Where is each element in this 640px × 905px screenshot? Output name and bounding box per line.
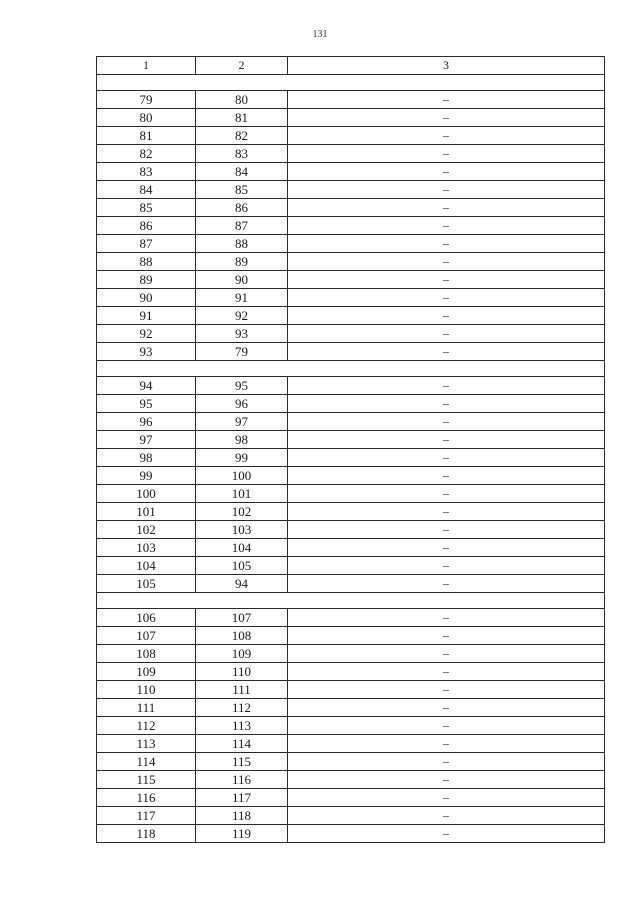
page-number: 131 bbox=[312, 29, 328, 40]
table-cell-col2: 108 bbox=[196, 627, 288, 645]
table-cell-col2: 117 bbox=[196, 789, 288, 807]
table-cell-col1: 88 bbox=[97, 253, 196, 271]
table-cell-col1: 102 bbox=[97, 521, 196, 539]
table-cell-col2: 115 bbox=[196, 753, 288, 771]
table-cell-col2: 82 bbox=[196, 127, 288, 145]
table-cell-col2: 80 bbox=[196, 91, 288, 109]
table-cell-col3: – bbox=[288, 627, 605, 645]
table-cell-col3: – bbox=[288, 395, 605, 413]
table-row bbox=[97, 413, 605, 431]
table-row bbox=[97, 395, 605, 413]
table-row bbox=[97, 575, 605, 593]
table-cell-col1: 95 bbox=[97, 395, 196, 413]
table-cell-col3: – bbox=[288, 289, 605, 307]
table-cell-col1: 85 bbox=[97, 199, 196, 217]
table-cell-col3: – bbox=[288, 325, 605, 343]
table-row bbox=[97, 235, 605, 253]
table-cell-col1: 84 bbox=[97, 181, 196, 199]
table-cell-col1: 101 bbox=[97, 503, 196, 521]
group-separator-cell bbox=[97, 593, 605, 609]
table-cell-col3: – bbox=[288, 521, 605, 539]
table-cell-col1: 105 bbox=[97, 575, 196, 593]
table-cell-col3: – bbox=[288, 575, 605, 593]
table-cell-col1: 79 bbox=[97, 91, 196, 109]
table-cell-col1: 87 bbox=[97, 235, 196, 253]
table-cell-col1: 118 bbox=[97, 825, 196, 843]
table-cell-col1: 113 bbox=[97, 735, 196, 753]
table-cell-col1: 111 bbox=[97, 699, 196, 717]
table-cell-col3: – bbox=[288, 539, 605, 557]
table-cell-col2: 93 bbox=[196, 325, 288, 343]
table-row bbox=[97, 735, 605, 753]
group-separator-row bbox=[97, 593, 605, 609]
table-row bbox=[97, 663, 605, 681]
table-cell-col1: 91 bbox=[97, 307, 196, 325]
table-cell-col2: 114 bbox=[196, 735, 288, 753]
table-cell-col2: 109 bbox=[196, 645, 288, 663]
table-cell-col2: 79 bbox=[196, 343, 288, 361]
table-row bbox=[97, 145, 605, 163]
table-cell-col1: 86 bbox=[97, 217, 196, 235]
table-cell-col1: 106 bbox=[97, 609, 196, 627]
table-cell-col1: 114 bbox=[97, 753, 196, 771]
table-cell-col2: 84 bbox=[196, 163, 288, 181]
table-row bbox=[97, 717, 605, 735]
table-cell-col2: 89 bbox=[196, 253, 288, 271]
table-row bbox=[97, 271, 605, 289]
table-cell-col1: 117 bbox=[97, 807, 196, 825]
table-cell-col1: 112 bbox=[97, 717, 196, 735]
table-cell-col1: 116 bbox=[97, 789, 196, 807]
table-cell-col3: – bbox=[288, 431, 605, 449]
table-cell-col2: 118 bbox=[196, 807, 288, 825]
table-row bbox=[97, 681, 605, 699]
table-cell-col3: – bbox=[288, 485, 605, 503]
table-cell-col1: 92 bbox=[97, 325, 196, 343]
table-cell-col3: – bbox=[288, 145, 605, 163]
table-cell-col1: 108 bbox=[97, 645, 196, 663]
table-cell-col1: 94 bbox=[97, 377, 196, 395]
table-cell-col2: 95 bbox=[196, 377, 288, 395]
table-row bbox=[97, 127, 605, 145]
table-row bbox=[97, 557, 605, 575]
table-cell-col3: – bbox=[288, 181, 605, 199]
table-row bbox=[97, 699, 605, 717]
table-row bbox=[97, 467, 605, 485]
table-cell-col3: – bbox=[288, 557, 605, 575]
table-cell-col2: 88 bbox=[196, 235, 288, 253]
table-cell-col1: 90 bbox=[97, 289, 196, 307]
table-cell-col3: – bbox=[288, 307, 605, 325]
table-row bbox=[97, 521, 605, 539]
table-cell-col3: – bbox=[288, 681, 605, 699]
table-cell-col2: 110 bbox=[196, 663, 288, 681]
table-cell-col1: 107 bbox=[97, 627, 196, 645]
data-table bbox=[96, 56, 605, 843]
table-row bbox=[97, 449, 605, 467]
table-cell-col2: 94 bbox=[196, 575, 288, 593]
table-row bbox=[97, 199, 605, 217]
table-cell-col2: 90 bbox=[196, 271, 288, 289]
table-cell-col1: 103 bbox=[97, 539, 196, 557]
table-cell-col2: 97 bbox=[196, 413, 288, 431]
table-row bbox=[97, 539, 605, 557]
table-row bbox=[97, 807, 605, 825]
table-cell-col1: 81 bbox=[97, 127, 196, 145]
table-cell-col2: 81 bbox=[196, 109, 288, 127]
table-cell-col1: 99 bbox=[97, 467, 196, 485]
table-cell-col3: – bbox=[288, 413, 605, 431]
table-row bbox=[97, 91, 605, 109]
table-row bbox=[97, 253, 605, 271]
table-cell-col3: – bbox=[288, 235, 605, 253]
table-cell-col2: 104 bbox=[196, 539, 288, 557]
table-cell-col3: – bbox=[288, 771, 605, 789]
table-cell-col2: 102 bbox=[196, 503, 288, 521]
table-cell-col2: 111 bbox=[196, 681, 288, 699]
table-cell-col1: 89 bbox=[97, 271, 196, 289]
group-separator-row bbox=[97, 75, 605, 91]
table-row bbox=[97, 485, 605, 503]
table-row bbox=[97, 109, 605, 127]
table-cell-col3: – bbox=[288, 807, 605, 825]
table-cell-col2: 119 bbox=[196, 825, 288, 843]
table-body bbox=[97, 57, 605, 843]
table-cell-col3: – bbox=[288, 753, 605, 771]
table-cell-col1: 93 bbox=[97, 343, 196, 361]
table-row bbox=[97, 753, 605, 771]
table-row bbox=[97, 307, 605, 325]
table-cell-col1: 83 bbox=[97, 163, 196, 181]
table-cell-col3: – bbox=[288, 699, 605, 717]
table-row bbox=[97, 325, 605, 343]
header-cell-col3: 3 bbox=[288, 57, 605, 75]
table-row bbox=[97, 163, 605, 181]
table-cell-col1: 115 bbox=[97, 771, 196, 789]
table-row bbox=[97, 431, 605, 449]
table-cell-col3: – bbox=[288, 645, 605, 663]
table-cell-col3: – bbox=[288, 91, 605, 109]
table-cell-col3: – bbox=[288, 163, 605, 181]
table-cell-col3: – bbox=[288, 271, 605, 289]
table-cell-col3: – bbox=[288, 343, 605, 361]
table-cell-col2: 98 bbox=[196, 431, 288, 449]
table-cell-col3: – bbox=[288, 663, 605, 681]
table-row bbox=[97, 771, 605, 789]
table-cell-col3: – bbox=[288, 109, 605, 127]
table-cell-col3: – bbox=[288, 609, 605, 627]
table-row bbox=[97, 789, 605, 807]
table-row bbox=[97, 377, 605, 395]
table-cell-col2: 87 bbox=[196, 217, 288, 235]
table-cell-col3: – bbox=[288, 217, 605, 235]
table-row bbox=[97, 181, 605, 199]
header-cell-col2: 2 bbox=[196, 57, 288, 75]
table-row bbox=[97, 825, 605, 843]
table-row bbox=[97, 217, 605, 235]
table-cell-col3: – bbox=[288, 503, 605, 521]
table-cell-col2: 112 bbox=[196, 699, 288, 717]
table-cell-col2: 91 bbox=[196, 289, 288, 307]
table-cell-col3: – bbox=[288, 717, 605, 735]
table-cell-col2: 101 bbox=[196, 485, 288, 503]
table-cell-col2: 107 bbox=[196, 609, 288, 627]
table-cell-col3: – bbox=[288, 377, 605, 395]
group-separator-cell bbox=[97, 75, 605, 91]
header-cell-col1: 1 bbox=[97, 57, 196, 75]
table-cell-col2: 96 bbox=[196, 395, 288, 413]
table-cell-col3: – bbox=[288, 467, 605, 485]
table-cell-col1: 82 bbox=[97, 145, 196, 163]
table-cell-col1: 96 bbox=[97, 413, 196, 431]
table-cell-col1: 109 bbox=[97, 663, 196, 681]
table-row bbox=[97, 343, 605, 361]
table-cell-col3: – bbox=[288, 449, 605, 467]
table-cell-col3: – bbox=[288, 127, 605, 145]
table-cell-col3: – bbox=[288, 735, 605, 753]
table-cell-col2: 92 bbox=[196, 307, 288, 325]
table-cell-col2: 83 bbox=[196, 145, 288, 163]
group-separator-cell bbox=[97, 361, 605, 377]
table-cell-col3: – bbox=[288, 789, 605, 807]
table-cell-col1: 97 bbox=[97, 431, 196, 449]
table-cell-col1: 110 bbox=[97, 681, 196, 699]
table-cell-col2: 85 bbox=[196, 181, 288, 199]
table-row bbox=[97, 609, 605, 627]
table-cell-col2: 86 bbox=[196, 199, 288, 217]
table-cell-col2: 99 bbox=[196, 449, 288, 467]
table-row bbox=[97, 645, 605, 663]
table-cell-col2: 100 bbox=[196, 467, 288, 485]
group-separator-row bbox=[97, 361, 605, 377]
table-row bbox=[97, 503, 605, 521]
table-cell-col1: 98 bbox=[97, 449, 196, 467]
table-cell-col1: 100 bbox=[97, 485, 196, 503]
table-header-row bbox=[97, 57, 605, 75]
table-row bbox=[97, 627, 605, 645]
table-cell-col3: – bbox=[288, 253, 605, 271]
table-cell-col2: 113 bbox=[196, 717, 288, 735]
table-cell-col3: – bbox=[288, 825, 605, 843]
table-cell-col3: – bbox=[288, 199, 605, 217]
table-cell-col2: 116 bbox=[196, 771, 288, 789]
table-row bbox=[97, 289, 605, 307]
table-cell-col1: 80 bbox=[97, 109, 196, 127]
table-cell-col2: 103 bbox=[196, 521, 288, 539]
table-cell-col1: 104 bbox=[97, 557, 196, 575]
table-cell-col2: 105 bbox=[196, 557, 288, 575]
